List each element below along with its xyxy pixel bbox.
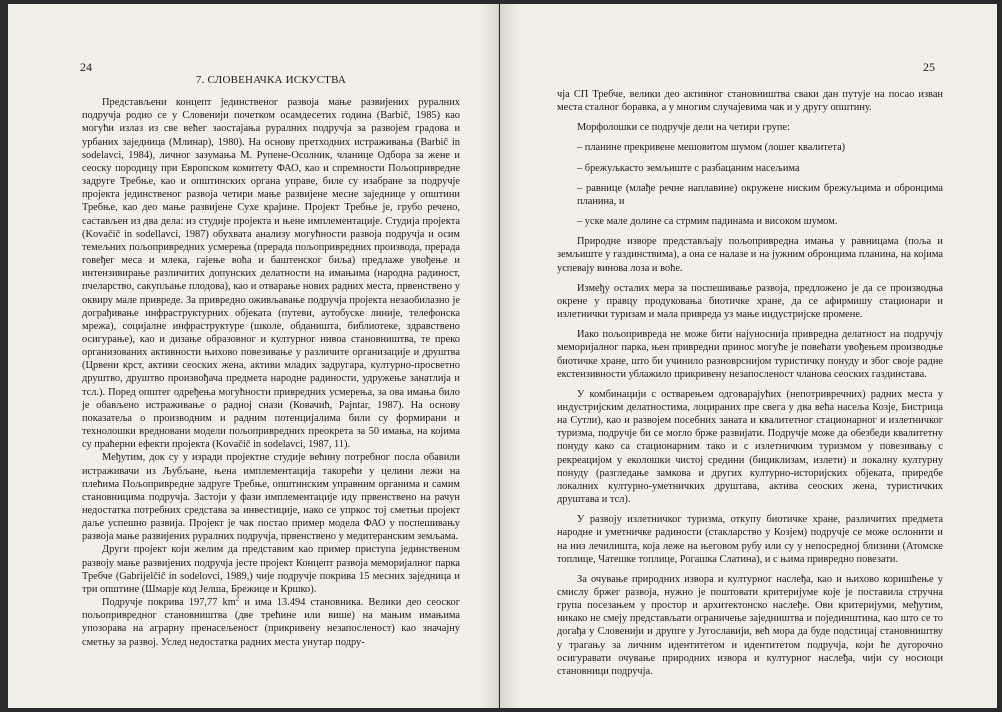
left-page-text xyxy=(82,74,460,649)
morphology-list xyxy=(557,121,943,228)
list-intro: Морфолошки се подручје дели на четири групе: xyxy=(577,122,790,134)
page-number-right: 25 xyxy=(923,60,935,74)
paragraph: Представљени концепт јединственог развоја мање развијених руралних подручја родио се у Словенији почетком осамдесетих година (Barbič, 1985) као могући излаз из све већег заостајања руралних подручја за развојем градова и урбаних заједница (Млинар), 1980). На основу претходних истраживања (Barbič in sodelavci, 1984), личног зазумања М. Рупене-Осолник, чланице Одбора за жене и сеоску породицу при Европском комитету ФАО, као и спремности Пољопривредне задруге Требње, као и општинских органа управе, биле су изабране за подручје пројекта јединственог развоја четири мање развијене месне заједнице у општини Требње, као део мање развијене Сухе крајине. Пројект Требње је, грубо речено, састављен из два дела: из студије пројекта и њене имплементације. Студија пројекта (Kovačič in sodellavci, 1987) обухвата анализу могућности развоја подручја и осим темељних пољопривредних усмерења (прерада пољопривредних производа, прерада говеђег меса и млека, гајење воћа и баштенског биља) предлаже увођење и интензивирање различитих допунских делатности на имањима (народна радиност, пчеларство, сакупљање плодова), као и отварање нових радних места, првенствено у оквиру мале привреде. За привредно оживљавање подручја пројекта незаобилазно је дограђивање инфраструктурних објеката (путеви, аутобуске линије, телефонска мрежа), социјалне инфраструктуре (школе, обданишта, библиотеке, здравствено осигурање), као и дизање образовног и културног нивоа становништва, те преко организованих активности њихово повезивање у различите организације и друштва (Црвени крст, активи сеоских жена, активи младих задругара, културно-просветно друштво, друштво произвођача предмета народне радиности, удружење занатлија и тсл.). Поред општег одређења могућности привредних усмерења, за ова имања било је обављено истраживање о радној снази (Ковачић, Pajntar, 1987). На основу показатеља о производним и радним потенцијалима били су формирани и технолошки вредновани модели пољопривредних преокрета за 50 имања, на којима су праћерни ефекти пројекта (Kovačič in sodelavci, 1987, 11). xyxy=(82,97,460,451)
superscript: 2 xyxy=(235,594,240,603)
page-number-left: 24 xyxy=(80,60,92,74)
list-item: – равнице (млађе речне наплавине) окружене ниским брежуљцима и обронцима планина, и xyxy=(577,182,943,207)
list-item: – уске мале долине са стрмим падинама и високом шумом. xyxy=(577,216,838,228)
area-text-before: Подручје покрива 197,77 km xyxy=(102,597,236,609)
list-item: – планине прекривене мешовитом шумом (лошег квалитета) xyxy=(577,142,846,154)
right-page-text xyxy=(557,88,943,685)
paragraph-area xyxy=(82,596,460,649)
gutter-shadow xyxy=(480,4,498,708)
right-page xyxy=(500,4,997,708)
paragraph: Природне изворе представљају пољопривредна имања у равницама (поља и земљиште у газдинствима), а она се налазе и на јужним обронцима планина, на којима успевају винова лоза и воће. xyxy=(557,236,943,274)
paragraph: Међутим, док су у изради пројектне студије већину потребног посла обавили истраживачи из Љубљане, њена имплементација такорећи у целини лежи на плећима Пољопривредне задруге Требње, општинским управним органима и самим становницима подручја. Застоји у фази имплементације иду првенствено на рачун недостатка потребних средстава за инвестиције, иако се упркос тој сметњи пројект даље успешно развија. Пројект је чак постао пример модела ФАО у поспешивању развоја мање развијених руралних подручја, првенствено у медитеранским земљама. xyxy=(82,452,460,543)
left-page xyxy=(8,4,499,708)
paragraph: У комбинацији с остварењем одговарајућих (непотривречних) радних места у индустријским делатностима, лоцираних пре свега у два већа насеља Козје, Бистрица на Сутли), као и развојем посебних заната и квалитетног стационарног и излетничког туризма, подручје би се могло брже развијати. Подручје може да обезбеди квалитетну понуду како са стационарним тако и с излетничким туризмом у повезивању с рекреацијом у еколошки чистој средини (бициклизам, излети) и локалну културну понуду (разгледање замкова и других културно-историјских објеката, приредбе локалних културно-уметничких друштава, актива сеоских жена, туристичких друштава и тсл). xyxy=(557,388,943,506)
list-item: – брежуљкасто земљиште с разбацаним насељима xyxy=(577,162,800,174)
continuation-paragraph: чја СП Требче, велики део активног становништва сваки дан путује на посао изван места сталног боравка, а у многим случајевима чак и у другу општину. xyxy=(557,89,943,114)
area-text-after: и има 13.494 становника. Велики део сеоског пољопривредног становништва (две трећине или више) на мањим имањима упозорава на аграрну пренасељеност (прикривену незапосленост) као значајну сметњу за развој. Услед недостатка радних места унутар подру- xyxy=(82,597,461,648)
paragraph: За очување природних извора и културног наслеђа, као и њихово коришћење у смислу бржег развоја, нужно је поштовати критеријуме које је поставила стручна група посезањем у простор и архитектонско наслеђе. Ови критеријуми, међутим, никако не смеју представљати ограничење заједништва и појединштина, као што се то догађа у Словенији и друпге у Југославији, већ мора да буде подстицај становништву у трагању за личним идентитетом и идентитетом подручја, који ће дугорочно осигуравати очување природних извора и културног наслеђа, чији су носиоци становници подручја. xyxy=(557,573,943,677)
paragraph: У развоју излетничког туризма, откупу биотичке хране, различитих предмета народне и уметничке радиности (стакларство у Козјем) подручје се може ослонити и на низ лечилишта, која леже на његовом рубу или су у непосредној близини (Атомске топлице, Чатешке топлице, Рогашка Слатина), и с њима привредно повезати. xyxy=(557,514,943,565)
paragraph: Иако пољопривреда не може бити најуноснија привредна делатност на подручју меморијалног парка, њен привредни принос могуће је повећати увођењем производње биотичке хране, што би учинило разноврснијом туристичку понуду и због своје радне екстензивности ублажило прикривену незапосленост чланова сеоских газдинстава. xyxy=(557,329,943,380)
paragraph: Други пројект који желим да представим као пример приступа јединственом развоју мање развијених подручја јесте пројект Концепт развоја меморијалног парка Требче (Gabrijelčič in sodelovci, 1989,) чије подручје покрива 15 месних заједница и три општине (Шмарје код Јелша, Брежице и Кршко). xyxy=(82,544,460,595)
paragraph: Између осталих мера за поспешивање развоја, предложено је да се производња окрене у правцу продуковања биотичке хране, да се афирмишу стационари и излетнички туризам и мала привреда уз мање индустријске промене. xyxy=(557,282,943,321)
section-heading: 7. СЛОВЕНАЧКА ИСКУСТВА xyxy=(195,74,347,86)
gutter-shadow xyxy=(501,4,519,708)
